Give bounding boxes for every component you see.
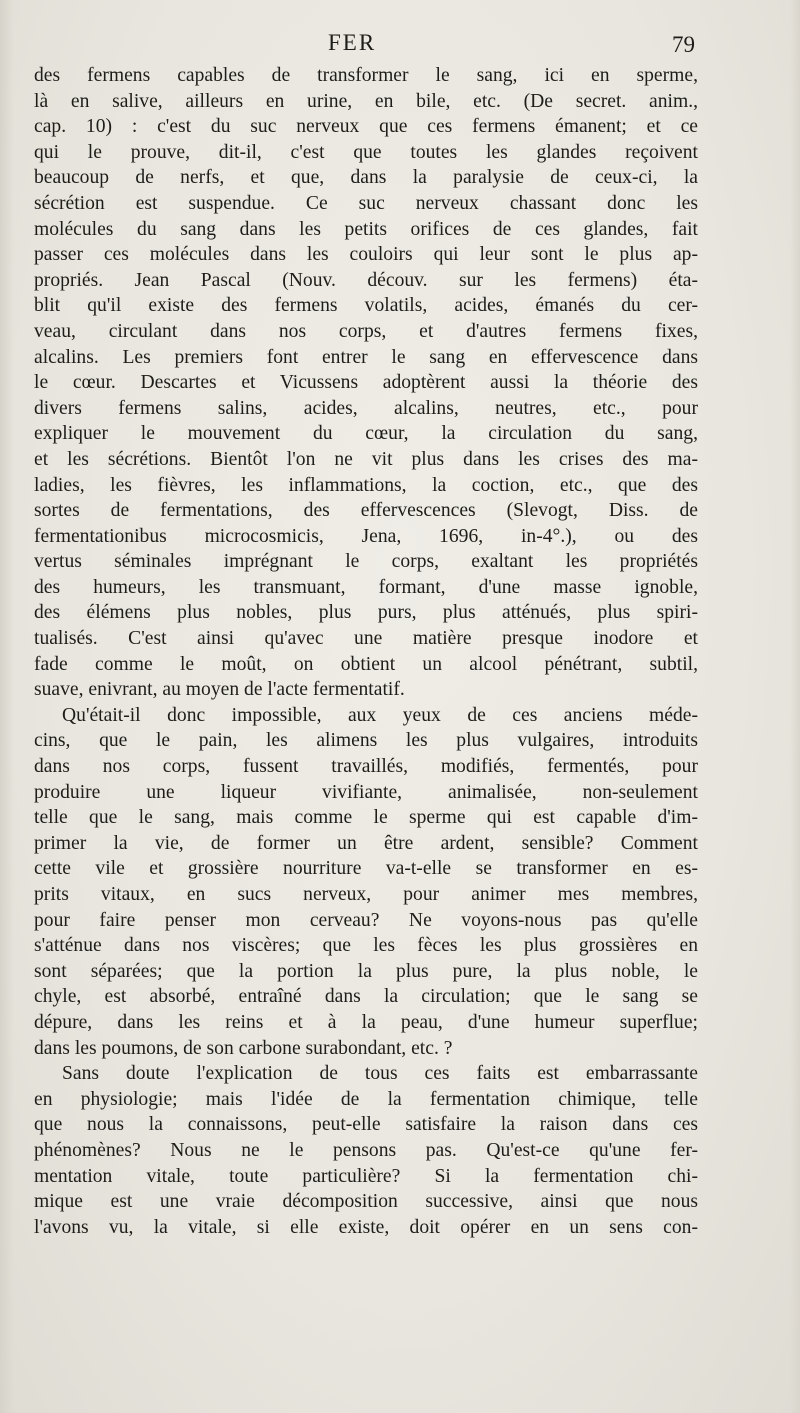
text-line: fermentationibus microcosmicis, Jena, 1696, in-4°.), ou des xyxy=(34,525,698,547)
body-text xyxy=(34,63,698,1240)
text-line: molécules du sang dans les petits orifices de ces glandes, fait xyxy=(34,218,698,240)
text-line: sont séparées; que la portion la plus pure, la plus noble, le xyxy=(34,960,698,982)
text-line: que nous la connaissons, peut-elle satisfaire la raison dans ces xyxy=(34,1114,698,1136)
text-line: pour faire penser mon cerveau? Ne voyons-nous pas qu'elle xyxy=(34,909,698,931)
text-line: sortes de fermentations, des effervescences (Slevogt, Diss. de xyxy=(34,500,698,522)
page-number: 79 xyxy=(672,32,695,57)
text-line: phénomènes? Nous ne le pensons pas. Qu'est-ce qu'une fer- xyxy=(34,1139,698,1161)
page-header xyxy=(0,30,800,64)
text-line: dépure, dans les reins et à la peau, d'une humeur superflue; xyxy=(34,1011,698,1033)
text-line: cap. 10) : c'est du suc nerveux que ces fermens émanent; et ce xyxy=(34,116,698,138)
text-line: l'avons vu, la vitale, si elle existe, doit opérer en un sens con- xyxy=(34,1216,698,1238)
text-line: qui le prouve, dit-il, c'est que toutes les glandes reçoivent xyxy=(34,141,698,163)
text-line: dans nos corps, fussent travaillés, modifiés, fermentés, pour xyxy=(34,756,698,778)
page-edge-shadow xyxy=(790,0,800,1413)
text-line: des élémens plus nobles, plus purs, plus atténués, plus spiri- xyxy=(34,602,698,624)
text-line: beaucoup de nerfs, et que, dans la paralysie de ceux-ci, la xyxy=(34,167,698,189)
text-line: divers fermens salins, acides, alcalins, neutres, etc., pour xyxy=(34,397,698,419)
text-line: dans les poumons, de son carbone surabondant, etc. ? xyxy=(34,1037,453,1059)
text-line: le cœur. Descartes et Vicussens adoptèrent aussi la théorie des xyxy=(34,372,698,394)
text-line: fade comme le moût, on obtient un alcool pénétrant, subtil, xyxy=(34,653,698,675)
text-line: propriés. Jean Pascal (Nouv. découv. sur les fermens) éta- xyxy=(34,269,698,291)
text-line: blit qu'il existe des fermens volatils, acides, émanés du cer- xyxy=(34,295,698,317)
text-line: mique est une vraie décomposition successive, ainsi que nous xyxy=(34,1191,698,1213)
text-line: veau, circulant dans nos corps, et d'autres fermens fixes, xyxy=(34,320,698,342)
text-line: expliquer le mouvement du cœur, la circulation du sang, xyxy=(34,423,698,445)
text-line: s'atténue dans nos viscères; que les fèces les plus grossières en xyxy=(34,935,698,957)
text-line: alcalins. Les premiers font entrer le sang en effervescence dans xyxy=(34,346,698,368)
text-line: tualisés. C'est ainsi qu'avec une matière presque inodore et xyxy=(34,628,698,650)
text-line: cins, que le pain, les alimens les plus vulgaires, introduits xyxy=(34,730,698,752)
text-line: cette vile et grossière nourriture va-t-elle se transformer en es- xyxy=(34,858,698,880)
text-line: des fermens capables de transformer le sang, ici en sperme, xyxy=(34,65,698,86)
page-gutter-shadow xyxy=(0,0,14,1413)
text-line: sécrétion est suspendue. Ce suc nerveux chassant donc les xyxy=(34,192,698,214)
text-line: ladies, les fièvres, les inflammations, la coction, etc., que des xyxy=(34,474,698,496)
text-line: suave, enivrant, au moyen de l'acte fermentatif. xyxy=(34,679,405,701)
text-line: là en salive, ailleurs en urine, en bile, etc. (De secret. anim., xyxy=(34,90,698,112)
text-line: Qu'était-il donc impossible, aux yeux de ces anciens méde- xyxy=(62,704,698,726)
text-line: produire une liqueur vivifiante, animalisée, non-seulement xyxy=(34,781,698,803)
text-line: passer ces molécules dans les couloirs qui leur sont le plus ap- xyxy=(34,244,698,266)
text-line: chyle, est absorbé, entraîné dans la circulation; que le sang se xyxy=(34,986,698,1008)
running-head: FER xyxy=(328,30,377,55)
text-line: et les sécrétions. Bientôt l'on ne vit plus dans les crises des ma- xyxy=(34,448,698,470)
text-line: primer la vie, de former un être ardent, sensible? Comment xyxy=(34,832,698,854)
text-line: vertus séminales imprégnant le corps, exaltant les propriétés xyxy=(34,551,698,573)
text-line: des humeurs, les transmuant, formant, d'une masse ignoble, xyxy=(34,576,698,598)
text-line: telle que le sang, mais comme le sperme qui est capable d'im- xyxy=(34,807,698,829)
text-line: prits vitaux, en sucs nerveux, pour animer mes membres, xyxy=(34,884,698,905)
text-line: Sans doute l'explication de tous ces faits est embarrassante xyxy=(62,1063,698,1085)
text-line: mentation vitale, toute particulière? Si la fermentation chi- xyxy=(34,1165,698,1187)
text-line: en physiologie; mais l'idée de la fermentation chimique, telle xyxy=(34,1088,698,1110)
